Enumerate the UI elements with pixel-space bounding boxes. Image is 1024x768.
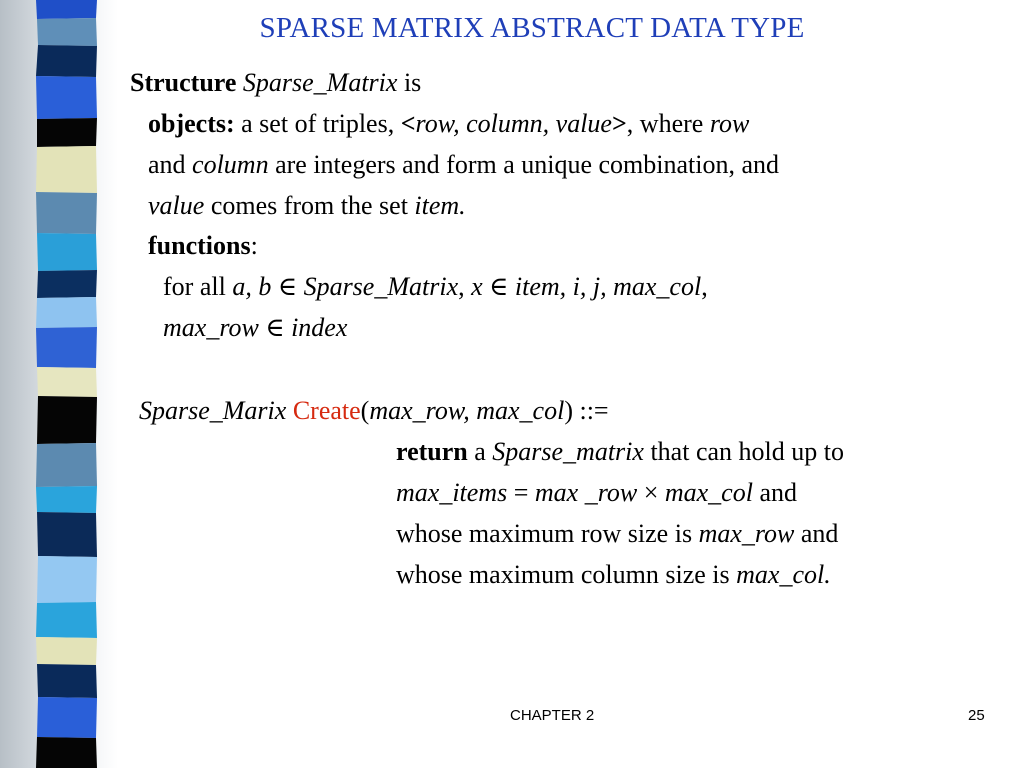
triple: row, column, value <box>415 109 612 138</box>
bar <box>36 443 97 487</box>
text: that can hold up to <box>643 437 844 466</box>
forall-line-2 <box>163 311 347 345</box>
keyword-functions: functions <box>148 231 251 260</box>
keyword-structure: Structure <box>130 68 237 97</box>
term-sparse-matrix: Sparse_matrix <box>492 437 644 466</box>
footer-chapter: CHAPTER 2 <box>510 707 595 724</box>
text: a set of triples, <box>234 109 401 138</box>
element-of-symbol: ∈ <box>271 272 304 301</box>
term-column: column <box>192 150 269 179</box>
bar <box>37 118 97 147</box>
term-item: item. <box>414 191 466 220</box>
text: ( <box>360 396 370 425</box>
return-line-3 <box>396 517 838 551</box>
element-of-symbol: ∈ <box>482 272 515 301</box>
create-signature <box>139 394 609 428</box>
bar <box>36 737 97 768</box>
bar <box>37 664 97 698</box>
bar <box>37 512 97 557</box>
bar <box>37 270 97 298</box>
bar <box>36 297 97 328</box>
vars-ab: a, b <box>232 272 272 301</box>
bar <box>36 637 97 665</box>
text: = <box>507 478 535 507</box>
var-max-row: max_row <box>698 519 795 548</box>
var-max-col: max_col <box>664 478 753 507</box>
text: and <box>148 150 193 179</box>
var-max-items: max_items <box>396 478 508 507</box>
keyword-objects: objects: <box>148 109 235 138</box>
text: comes from the set <box>204 191 415 220</box>
bar <box>37 396 97 444</box>
text: are integers and form a unique combination, and <box>268 150 780 179</box>
bar <box>36 45 97 77</box>
function-args: max_row, max_col <box>369 396 565 425</box>
structure-line <box>130 66 421 100</box>
text: and <box>752 478 797 507</box>
return-line-1 <box>396 435 844 469</box>
term-row: row <box>709 109 750 138</box>
vars-list: item, i, j, max_col <box>514 272 702 301</box>
keyword-return: return <box>396 437 468 466</box>
bar <box>36 486 97 513</box>
text: whose maximum column size is <box>396 560 737 589</box>
text: ) <box>564 396 573 425</box>
text: , where <box>626 109 710 138</box>
objects-line-3 <box>148 189 466 223</box>
footer-page-number: 25 <box>968 707 985 724</box>
bar <box>37 697 97 738</box>
var-max-row: max_row <box>163 313 259 342</box>
var-max-row: max _row <box>534 478 638 507</box>
element-of-symbol: ∈ <box>258 313 292 342</box>
term-index: index <box>291 313 348 342</box>
text: : <box>250 231 258 260</box>
bar <box>36 327 97 368</box>
functions-line <box>148 229 258 263</box>
bar <box>36 192 97 234</box>
text: , <box>458 272 472 301</box>
decorative-side-strip <box>0 0 118 768</box>
bar <box>37 367 97 397</box>
bar <box>37 556 97 603</box>
text: and <box>794 519 839 548</box>
decorative-bars <box>0 0 118 768</box>
slide-title: SPARSE MATRIX ABSTRACT DATA TYPE <box>259 12 805 44</box>
term-sparse-matrix: Sparse_Matrix <box>303 272 459 301</box>
text: , <box>701 272 708 301</box>
forall-line-1 <box>163 270 708 304</box>
objects-line-1 <box>148 107 749 141</box>
return-line-2 <box>396 476 797 510</box>
bar <box>36 146 97 193</box>
return-type: Sparse_Marix <box>139 396 287 425</box>
function-name-create: Create <box>292 396 361 425</box>
var-x: x <box>471 272 483 301</box>
bar <box>36 76 97 119</box>
bar <box>36 602 97 638</box>
text: ::= <box>572 396 609 425</box>
text: is <box>397 68 422 97</box>
times-symbol: × <box>637 478 665 507</box>
term-value: value <box>148 191 205 220</box>
bar <box>37 233 97 271</box>
text: whose maximum row size is <box>396 519 699 548</box>
text: < <box>400 109 416 138</box>
text: > <box>611 109 627 138</box>
objects-line-2 <box>148 148 779 182</box>
var-max-col: max_col. <box>736 560 831 589</box>
text: for all <box>163 272 233 301</box>
return-line-4 <box>396 558 831 592</box>
text: a <box>467 437 493 466</box>
structure-name: Sparse_Matrix <box>242 68 398 97</box>
